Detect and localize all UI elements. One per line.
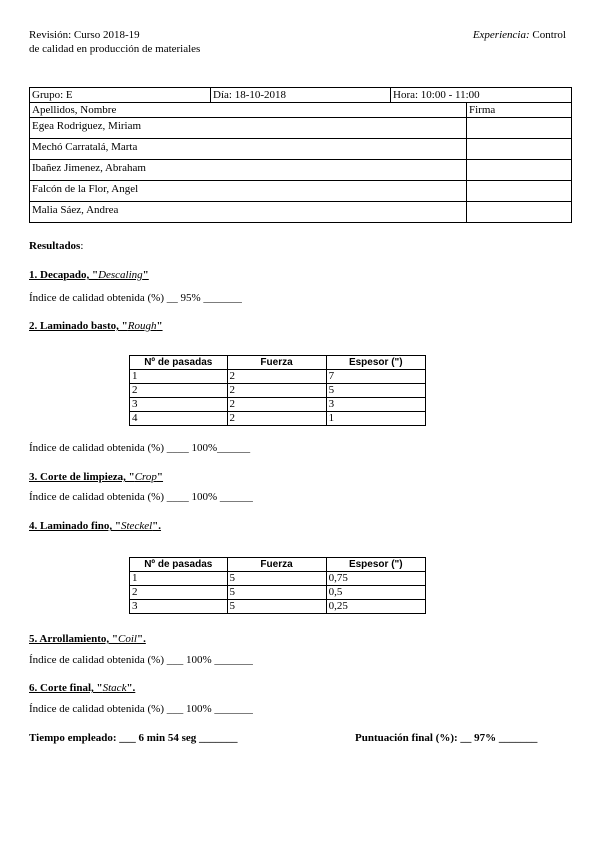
member-signature	[467, 202, 572, 223]
member-row	[30, 118, 572, 139]
pass-cell: 2	[130, 586, 228, 600]
force-cell: 2	[227, 370, 326, 384]
member-name: Malia Sáez, Andrea	[30, 202, 467, 223]
force-cell: 5	[227, 586, 326, 600]
force-cell: 2	[227, 398, 326, 412]
section-descaling-title	[29, 269, 149, 281]
member-row	[30, 202, 572, 223]
section-name: Crop	[134, 471, 157, 483]
name-column-header: Apellidos, Nombre	[30, 103, 467, 118]
document-subtitle: de calidad en producción de materiales	[29, 43, 201, 55]
table-header-row	[130, 558, 426, 572]
time-spent: Tiempo empleado: ___ 6 min 54 seg _______	[29, 732, 238, 744]
section-quote: ".	[126, 682, 136, 694]
force-cell: 2	[227, 412, 326, 426]
passes-header: Nº de pasadas	[130, 558, 228, 572]
section-name: Coil	[118, 633, 137, 645]
member-row	[30, 160, 572, 181]
table-row	[130, 600, 426, 614]
section-number: 3. Corte de limpieza, "	[29, 471, 135, 483]
section-rough-title	[29, 320, 163, 332]
table-row	[130, 384, 426, 398]
member-name: Mechó Carratalá, Marta	[30, 139, 467, 160]
section-stack-title	[29, 682, 135, 694]
force-cell: 2	[227, 384, 326, 398]
section-name: Rough	[127, 320, 157, 332]
member-name: Egea Rodriguez, Miriam	[30, 118, 467, 139]
member-signature	[467, 118, 572, 139]
group-cell: Grupo: E	[30, 88, 211, 103]
section-number: 2. Laminado basto, "	[29, 320, 128, 332]
section-number: 4. Laminado fino, "	[29, 520, 121, 532]
final-score: Puntuación final (%): __ 97% _______	[355, 732, 538, 744]
rough-passes-table	[129, 355, 426, 426]
table-row	[130, 586, 426, 600]
section-coil-title	[29, 633, 146, 645]
revision-line: Revisión: Curso 2018-19	[29, 29, 140, 41]
section-steckel-title	[29, 520, 161, 532]
table-row	[130, 370, 426, 384]
passes-header: Nº de pasadas	[130, 356, 228, 370]
member-signature	[467, 139, 572, 160]
time-cell: Hora: 10:00 - 11:00	[391, 88, 572, 103]
pass-cell: 3	[130, 600, 228, 614]
member-row	[30, 139, 572, 160]
section-quote: "	[142, 269, 149, 281]
force-header: Fuerza	[227, 558, 326, 572]
results-label: Resultados	[29, 240, 81, 252]
experience-value: Control	[532, 29, 566, 41]
table-header-row	[130, 356, 426, 370]
pass-cell: 4	[130, 412, 228, 426]
rough-quality: Índice de calidad obtenida (%) ____ 100%______	[29, 442, 251, 454]
member-signature	[467, 181, 572, 202]
experience-label: Experiencia:	[472, 29, 530, 41]
thickness-cell: 0,75	[326, 572, 425, 586]
section-name: Steckel	[121, 520, 153, 532]
crop-quality: Índice de calidad obtenida (%) ____ 100% ______	[29, 491, 253, 503]
table-row	[130, 412, 426, 426]
thickness-cell: 3	[326, 398, 425, 412]
member-row	[30, 181, 572, 202]
table-row	[130, 572, 426, 586]
date-cell: Día: 18-10-2018	[211, 88, 391, 103]
thickness-header: Espesor (")	[326, 558, 425, 572]
pass-cell: 3	[130, 398, 228, 412]
group-header-row	[30, 103, 572, 118]
force-header: Fuerza	[227, 356, 326, 370]
thickness-cell: 7	[326, 370, 425, 384]
member-signature	[467, 160, 572, 181]
section-number: 6. Corte final, "	[29, 682, 103, 694]
section-name: Descaling	[98, 269, 143, 281]
thickness-cell: 5	[326, 384, 425, 398]
group-table	[29, 87, 572, 223]
member-name: Falcón de la Flor, Angel	[30, 181, 467, 202]
group-info-row	[30, 88, 572, 103]
section-name: Stack	[102, 682, 127, 694]
steckel-passes-table	[129, 557, 426, 614]
thickness-cell: 0,25	[326, 600, 425, 614]
section-quote: ".	[136, 633, 146, 645]
pass-cell: 1	[130, 572, 228, 586]
pass-cell: 1	[130, 370, 228, 384]
results-heading: Resultados:	[29, 240, 84, 252]
thickness-header: Espesor (")	[326, 356, 425, 370]
signature-column-header: Firma	[467, 103, 572, 118]
experience-field	[473, 29, 566, 41]
section-number: 5. Arrollamiento, "	[29, 633, 119, 645]
force-cell: 5	[227, 572, 326, 586]
thickness-cell: 1	[326, 412, 425, 426]
table-row	[130, 398, 426, 412]
thickness-cell: 0,5	[326, 586, 425, 600]
section-quote: "	[156, 320, 163, 332]
section-number: 1. Decapado, "	[29, 269, 99, 281]
section-quote: "	[156, 471, 164, 483]
stack-quality: Índice de calidad obtenida (%) ___ 100% _______	[29, 703, 253, 715]
descaling-quality: Índice de calidad obtenida (%) __ 95% _______	[29, 292, 242, 304]
pass-cell: 2	[130, 384, 228, 398]
section-crop-title	[29, 471, 163, 483]
member-name: Ibañez Jimenez, Abraham	[30, 160, 467, 181]
force-cell: 5	[227, 600, 326, 614]
coil-quality: Índice de calidad obtenida (%) ___ 100% _______	[29, 654, 253, 666]
section-quote: ".	[152, 520, 162, 532]
